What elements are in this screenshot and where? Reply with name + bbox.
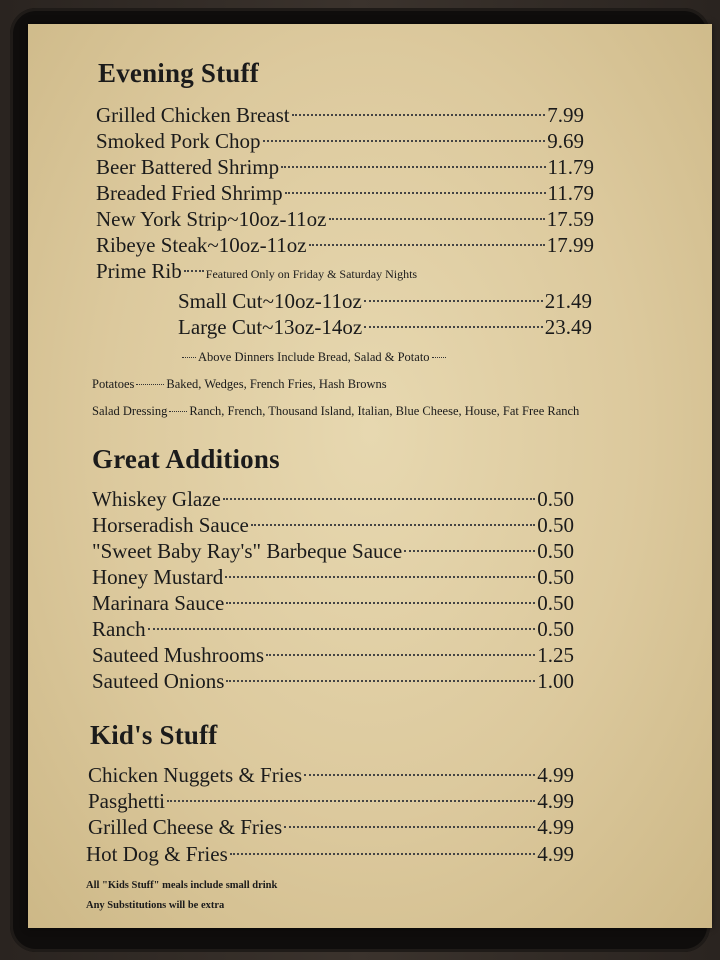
item-price: 0.50 (537, 539, 574, 563)
item-name: Chicken Nuggets & Fries (88, 763, 303, 787)
item-name: Horseradish Sauce (92, 513, 249, 537)
salad-dressing-label: Salad Dressing (92, 404, 168, 418)
leader-line (329, 218, 545, 220)
item-name: New York Strip~10oz-11oz (96, 207, 327, 231)
item-price: 11.79 (547, 181, 594, 205)
menu-item (86, 841, 574, 867)
leader-line (284, 826, 535, 828)
item-name: Ribeye Steak~10oz-11oz (96, 233, 307, 257)
item-price: 11.79 (547, 155, 594, 179)
item-name: Ranch (92, 617, 146, 641)
leader-line (404, 550, 535, 552)
potatoes-options: Baked, Wedges, French Fries, Hash Browns (166, 377, 387, 391)
item-name: Honey Mustard (92, 565, 224, 589)
item-name: Large Cut~13oz-14oz (178, 315, 363, 339)
menu-item (96, 232, 594, 258)
item-price: 0.50 (537, 513, 574, 537)
item-name: Prime Rib (96, 259, 182, 283)
leader-line (225, 576, 535, 578)
menu-item (178, 288, 592, 314)
kids-section-title: Kid's Stuff (90, 720, 218, 750)
item-price: 0.50 (537, 617, 574, 641)
menu-page (28, 24, 712, 928)
evening-section-title: Evening Stuff (98, 58, 259, 88)
kids-drink-note: All "Kids Stuff" meals include small drink (86, 880, 278, 891)
menu-item (96, 102, 584, 128)
item-price: 21.49 (544, 289, 592, 313)
menu-item (96, 128, 584, 154)
item-price: 4.99 (537, 789, 574, 813)
menu-item (92, 590, 574, 616)
leader-line (251, 524, 535, 526)
item-name: Small Cut~10oz-11oz (178, 289, 362, 313)
item-price: 7.99 (547, 103, 584, 127)
additions-section-title: Great Additions (92, 444, 280, 474)
item-name: Whiskey Glaze (92, 487, 221, 511)
menu-item (96, 154, 594, 180)
potatoes-line (92, 377, 387, 392)
leader-line (292, 114, 546, 116)
menu-item (92, 486, 574, 512)
leader-line (230, 853, 536, 855)
prime-rib-item (96, 258, 417, 287)
menu-item (92, 512, 574, 538)
menu-item (96, 206, 594, 232)
leader-line (281, 166, 545, 168)
substitutions-note: Any Substitutions will be extra (86, 900, 225, 911)
item-price: 0.50 (537, 487, 574, 511)
item-price: 4.99 (537, 815, 574, 839)
item-name: Beer Battered Shrimp (96, 155, 280, 179)
menu-item (92, 564, 574, 590)
item-price: 17.59 (546, 207, 594, 231)
prime-rib-note: Featured Only on Friday & Saturday Nights (205, 267, 418, 281)
menu-item (92, 642, 574, 668)
item-name: Breaded Fried Shrimp (96, 181, 283, 205)
item-price: 9.69 (547, 129, 584, 153)
leader-line (285, 192, 546, 194)
item-name: "Sweet Baby Ray's" Barbeque Sauce (92, 539, 403, 563)
menu-item (88, 788, 574, 814)
menu-item (96, 180, 594, 206)
menu-item (92, 616, 574, 642)
menu-item (92, 538, 574, 564)
item-name: Grilled Cheese & Fries (88, 815, 283, 839)
menu-item (88, 762, 574, 788)
leader-line (148, 628, 536, 630)
item-name: Pasghetti (88, 789, 165, 813)
item-name: Sauteed Mushrooms (92, 643, 265, 667)
item-price: 0.50 (537, 565, 574, 589)
leader-line (167, 800, 535, 802)
leader-line (226, 680, 535, 682)
item-name: Hot Dog & Fries (86, 842, 228, 866)
item-name: Marinara Sauce (92, 591, 225, 615)
item-price: 0.50 (537, 591, 574, 615)
dinner-note: Above Dinners Include Bread, Salad & Potato (180, 350, 448, 365)
menu-item (88, 814, 574, 840)
leader-line (223, 498, 535, 500)
leader-line (364, 300, 543, 302)
leader-line (226, 602, 535, 604)
leader-line (263, 140, 546, 142)
potatoes-label: Potatoes (92, 377, 135, 391)
salad-dressing-line (92, 404, 579, 419)
leader-line (309, 244, 545, 246)
item-price: 1.00 (537, 669, 574, 693)
item-price: 1.25 (537, 643, 574, 667)
item-price: 4.99 (537, 763, 574, 787)
item-price: 17.99 (546, 233, 594, 257)
salad-dressing-options: Ranch, French, Thousand Island, Italian, Blue Cheese, House, Fat Free Ranch (189, 404, 580, 418)
item-price: 23.49 (544, 315, 592, 339)
menu-item (178, 314, 592, 340)
item-name: Sauteed Onions (92, 669, 225, 693)
menu-item (92, 668, 574, 694)
leader-line (364, 326, 543, 328)
leader-line (304, 774, 535, 776)
item-price: 4.99 (537, 842, 574, 866)
leader-line (266, 654, 535, 656)
item-name: Grilled Chicken Breast (96, 103, 290, 127)
item-name: Smoked Pork Chop (96, 129, 261, 153)
